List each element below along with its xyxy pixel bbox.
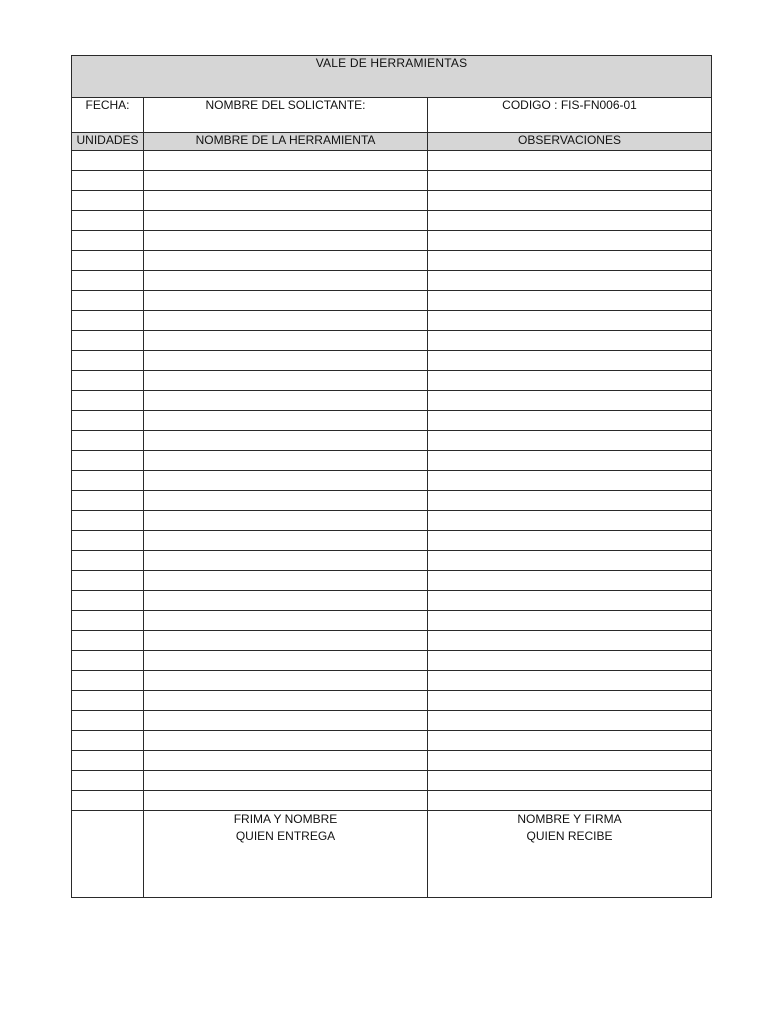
herramienta-cell[interactable] bbox=[144, 171, 428, 191]
column-header-herramienta: NOMBRE DE LA HERRAMIENTA bbox=[144, 133, 428, 151]
herramienta-cell[interactable] bbox=[144, 331, 428, 351]
observaciones-cell[interactable] bbox=[428, 171, 712, 191]
observaciones-cell[interactable] bbox=[428, 491, 712, 511]
table-row bbox=[72, 531, 712, 551]
solicitante-field[interactable]: NOMBRE DEL SOLICTANTE: bbox=[144, 98, 428, 133]
unidades-cell[interactable] bbox=[72, 771, 144, 791]
herramienta-cell[interactable] bbox=[144, 211, 428, 231]
observaciones-cell[interactable] bbox=[428, 731, 712, 751]
table-row bbox=[72, 591, 712, 611]
unidades-cell[interactable] bbox=[72, 491, 144, 511]
table-row bbox=[72, 611, 712, 631]
unidades-cell[interactable] bbox=[72, 511, 144, 531]
observaciones-cell[interactable] bbox=[428, 411, 712, 431]
herramienta-cell[interactable] bbox=[144, 631, 428, 651]
observaciones-cell[interactable] bbox=[428, 591, 712, 611]
unidades-cell[interactable] bbox=[72, 651, 144, 671]
unidades-cell[interactable] bbox=[72, 611, 144, 631]
observaciones-cell[interactable] bbox=[428, 451, 712, 471]
unidades-cell[interactable] bbox=[72, 391, 144, 411]
unidades-cell[interactable] bbox=[72, 731, 144, 751]
unidades-cell[interactable] bbox=[72, 691, 144, 711]
herramienta-cell[interactable] bbox=[144, 511, 428, 531]
observaciones-cell[interactable] bbox=[428, 691, 712, 711]
observaciones-cell[interactable] bbox=[428, 791, 712, 811]
unidades-cell[interactable] bbox=[72, 171, 144, 191]
herramienta-cell[interactable] bbox=[144, 231, 428, 251]
unidades-cell[interactable] bbox=[72, 231, 144, 251]
herramienta-cell[interactable] bbox=[144, 151, 428, 171]
unidades-cell[interactable] bbox=[72, 351, 144, 371]
unidades-cell[interactable] bbox=[72, 751, 144, 771]
table-row bbox=[72, 571, 712, 591]
herramienta-cell[interactable] bbox=[144, 671, 428, 691]
table-row bbox=[72, 551, 712, 571]
table-row bbox=[72, 251, 712, 271]
column-header-unidades: UNIDADES bbox=[72, 133, 144, 151]
observaciones-cell[interactable] bbox=[428, 711, 712, 731]
table-row bbox=[72, 791, 712, 811]
table-row bbox=[72, 331, 712, 351]
table-row bbox=[72, 491, 712, 511]
unidades-cell[interactable] bbox=[72, 471, 144, 491]
column-header-observaciones: OBSERVACIONES bbox=[428, 133, 712, 151]
table-row bbox=[72, 771, 712, 791]
observaciones-cell[interactable] bbox=[428, 351, 712, 371]
unidades-cell[interactable] bbox=[72, 571, 144, 591]
table-row bbox=[72, 171, 712, 191]
herramienta-cell[interactable] bbox=[144, 571, 428, 591]
herramienta-cell[interactable] bbox=[144, 591, 428, 611]
form-title: VALE DE HERRAMIENTAS bbox=[72, 56, 712, 98]
table-row bbox=[72, 231, 712, 251]
unidades-cell[interactable] bbox=[72, 431, 144, 451]
herramienta-cell[interactable] bbox=[144, 451, 428, 471]
codigo-label: CODIGO : FIS-FN006-01 bbox=[428, 98, 712, 133]
table-row bbox=[72, 311, 712, 331]
observaciones-cell[interactable] bbox=[428, 391, 712, 411]
signature-blank-cell bbox=[72, 811, 144, 898]
observaciones-cell[interactable] bbox=[428, 551, 712, 571]
table-row bbox=[72, 391, 712, 411]
table-row bbox=[72, 711, 712, 731]
herramienta-cell[interactable] bbox=[144, 651, 428, 671]
unidades-cell[interactable] bbox=[72, 711, 144, 731]
observaciones-cell[interactable] bbox=[428, 471, 712, 491]
observaciones-cell[interactable] bbox=[428, 331, 712, 351]
unidades-cell[interactable] bbox=[72, 631, 144, 651]
fecha-field[interactable]: FECHA: bbox=[72, 98, 144, 133]
observaciones-cell[interactable] bbox=[428, 751, 712, 771]
herramienta-cell[interactable] bbox=[144, 251, 428, 271]
table-row bbox=[72, 211, 712, 231]
table-row bbox=[72, 631, 712, 651]
herramienta-cell[interactable] bbox=[144, 391, 428, 411]
table-row bbox=[72, 691, 712, 711]
observaciones-cell[interactable] bbox=[428, 431, 712, 451]
signature-row bbox=[72, 811, 712, 898]
table-row bbox=[72, 271, 712, 291]
herramienta-cell[interactable] bbox=[144, 471, 428, 491]
herramienta-cell[interactable] bbox=[144, 291, 428, 311]
table-row bbox=[72, 371, 712, 391]
unidades-cell[interactable] bbox=[72, 331, 144, 351]
signature-recibe[interactable] bbox=[428, 811, 712, 898]
table-row bbox=[72, 351, 712, 371]
herramienta-cell[interactable] bbox=[144, 711, 428, 731]
herramienta-cell[interactable] bbox=[144, 771, 428, 791]
herramienta-cell[interactable] bbox=[144, 371, 428, 391]
herramienta-cell[interactable] bbox=[144, 491, 428, 511]
signature-entrega-line1: FRIMA Y NOMBRE bbox=[233, 812, 338, 826]
observaciones-cell[interactable] bbox=[428, 631, 712, 651]
info-row bbox=[72, 98, 712, 133]
table-row bbox=[72, 431, 712, 451]
unidades-cell[interactable] bbox=[72, 791, 144, 811]
herramienta-cell[interactable] bbox=[144, 551, 428, 571]
table-row bbox=[72, 411, 712, 431]
signature-entrega-line2: QUIEN ENTREGA bbox=[235, 829, 336, 843]
table-row bbox=[72, 471, 712, 491]
unidades-cell[interactable] bbox=[72, 451, 144, 471]
tool-voucher-form bbox=[71, 55, 711, 898]
table-row bbox=[72, 151, 712, 171]
observaciones-cell[interactable] bbox=[428, 251, 712, 271]
observaciones-cell[interactable] bbox=[428, 151, 712, 171]
observaciones-cell[interactable] bbox=[428, 611, 712, 631]
signature-entrega[interactable] bbox=[144, 811, 428, 898]
table-row bbox=[72, 191, 712, 211]
herramienta-cell[interactable] bbox=[144, 351, 428, 371]
observaciones-cell[interactable] bbox=[428, 671, 712, 691]
observaciones-cell[interactable] bbox=[428, 771, 712, 791]
observaciones-cell[interactable] bbox=[428, 651, 712, 671]
observaciones-cell[interactable] bbox=[428, 231, 712, 251]
unidades-cell[interactable] bbox=[72, 271, 144, 291]
unidades-cell[interactable] bbox=[72, 211, 144, 231]
observaciones-cell[interactable] bbox=[428, 311, 712, 331]
unidades-cell[interactable] bbox=[72, 311, 144, 331]
unidades-cell[interactable] bbox=[72, 411, 144, 431]
table-row bbox=[72, 511, 712, 531]
signature-recibe-line2: QUIEN RECIBE bbox=[526, 829, 613, 843]
observaciones-cell[interactable] bbox=[428, 511, 712, 531]
table-row bbox=[72, 751, 712, 771]
observaciones-cell[interactable] bbox=[428, 211, 712, 231]
herramienta-cell[interactable] bbox=[144, 431, 428, 451]
table-row bbox=[72, 291, 712, 311]
herramienta-cell[interactable] bbox=[144, 751, 428, 771]
unidades-cell[interactable] bbox=[72, 671, 144, 691]
observaciones-cell[interactable] bbox=[428, 291, 712, 311]
table-row bbox=[72, 731, 712, 751]
observaciones-cell[interactable] bbox=[428, 191, 712, 211]
unidades-cell[interactable] bbox=[72, 591, 144, 611]
table-row bbox=[72, 651, 712, 671]
form-table bbox=[71, 55, 712, 898]
herramienta-cell[interactable] bbox=[144, 411, 428, 431]
herramienta-cell[interactable] bbox=[144, 731, 428, 751]
unidades-cell[interactable] bbox=[72, 151, 144, 171]
unidades-cell[interactable] bbox=[72, 371, 144, 391]
column-header-row bbox=[72, 133, 712, 151]
title-row bbox=[72, 56, 712, 98]
herramienta-cell[interactable] bbox=[144, 271, 428, 291]
observaciones-cell[interactable] bbox=[428, 571, 712, 591]
observaciones-cell[interactable] bbox=[428, 531, 712, 551]
unidades-cell[interactable] bbox=[72, 531, 144, 551]
unidades-cell[interactable] bbox=[72, 251, 144, 271]
unidades-cell[interactable] bbox=[72, 191, 144, 211]
table-row bbox=[72, 451, 712, 471]
herramienta-cell[interactable] bbox=[144, 791, 428, 811]
signature-recibe-line1: NOMBRE Y FIRMA bbox=[517, 812, 622, 826]
observaciones-cell[interactable] bbox=[428, 271, 712, 291]
herramienta-cell[interactable] bbox=[144, 191, 428, 211]
table-row bbox=[72, 671, 712, 691]
unidades-cell[interactable] bbox=[72, 291, 144, 311]
observaciones-cell[interactable] bbox=[428, 371, 712, 391]
herramienta-cell[interactable] bbox=[144, 611, 428, 631]
herramienta-cell[interactable] bbox=[144, 531, 428, 551]
herramienta-cell[interactable] bbox=[144, 691, 428, 711]
unidades-cell[interactable] bbox=[72, 551, 144, 571]
herramienta-cell[interactable] bbox=[144, 311, 428, 331]
